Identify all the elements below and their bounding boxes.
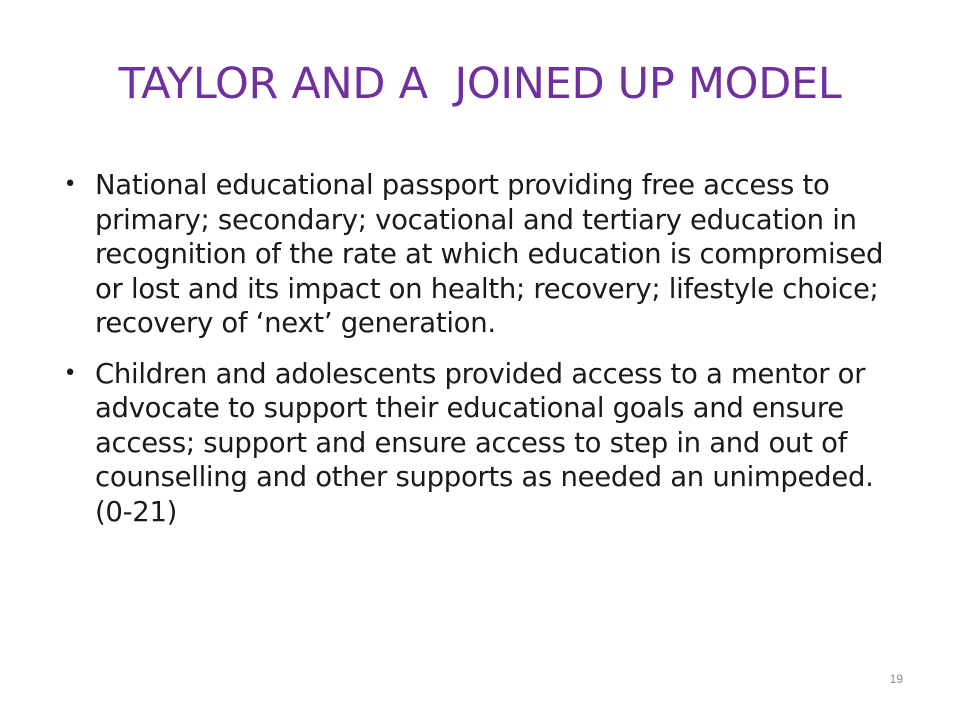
bullet-icon: • — [63, 172, 77, 197]
bullet-icon: • — [63, 360, 77, 386]
bullet-text: Children and adolescents provided access to a mentor or advocate to support their educational goals and ensure access; support and ensure access to step in and out of counselling and other supports as needed an unimpeded. (0-21) — [95, 357, 874, 528]
slide-title: TAYLOR AND A JOINED UP MODEL — [118, 59, 842, 109]
bullet-list — [60, 168, 910, 529]
page-number: 19 — [889, 672, 903, 686]
bullet-text: National educational passport providing free access to primary; secondary; vocational and tertiary education in recognition of the rate at which education is compromised or lost and its impact on health; recovery; lifestyle choice; recovery of ‘next’ generation. — [95, 169, 884, 339]
bullet-item-education-passport — [60, 168, 910, 341]
bullet-item-mentor-advocate — [60, 357, 910, 530]
